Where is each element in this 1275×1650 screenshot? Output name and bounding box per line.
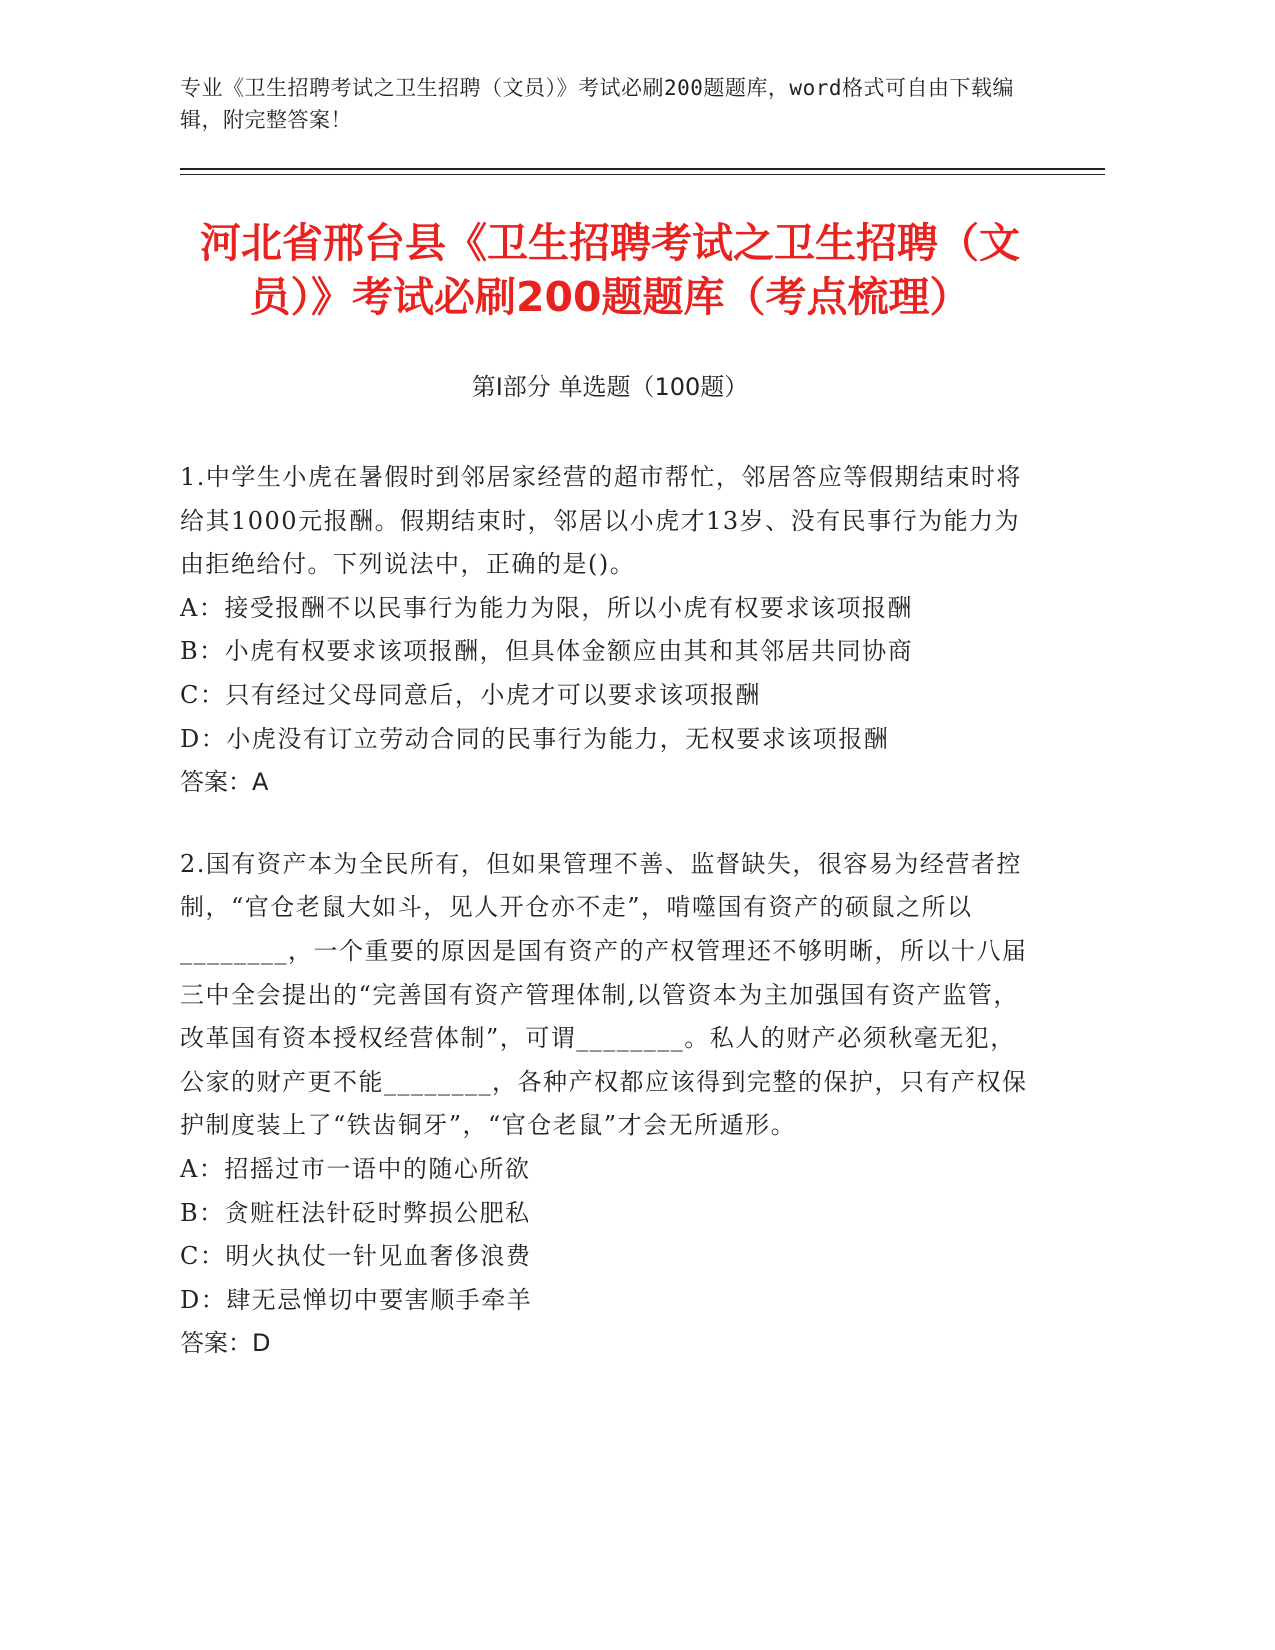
option-b: B：贪赃枉法针砭时弊损公肥私 <box>180 1198 531 1227</box>
option-a: A：招摇过市一语中的随心所欲 <box>180 1154 531 1183</box>
question-list <box>180 456 1040 1404</box>
answer-line: 答案：D <box>180 1329 271 1358</box>
header-note: 专业《卫生招聘考试之卫生招聘（文员）》考试必刷200题题库，word格式可自由下载编辑，附完整答案！ <box>180 76 1014 132</box>
option-c: C：只有经过父母同意后，小虎才可以要求该项报酬 <box>180 680 761 709</box>
option-d: D：肆无忌惮切中要害顺手牵羊 <box>180 1285 533 1314</box>
question-2 <box>180 843 1040 1366</box>
section-title: 第Ⅰ部分 单选题（100题） <box>471 373 749 401</box>
option-c: C：明火执仗一针见血奢侈浪费 <box>180 1242 532 1271</box>
question-stem: 1.中学生小虎在暑假时到邻居家经营的超市帮忙，邻居答应等假期结束时将给其1000元报酬。假期结束时，邻居以小虎才13岁、没有民事行为能力为由拒绝给付。下列说法中，正确的是()。 <box>180 463 1022 579</box>
question-stem: 2.国有资产本为全民所有，但如果管理不善、监督缺失，很容易为经营者控制，“官仓老鼠大如斗，见人开仓亦不走”，啃噬国有资产的硕鼠之所以________，一个重要的原因是国有资产的产权管理还不够明晰，所以十八届三中全会提出的“完善国有资产管理体制,以管资本为主加强国有资产监管，改革国有资本授权经营体制”，可谓________。私人的财产必须秋毫无犯，公家的财产更不能________，各种产权都应该得到完整的保护，只有产权保护制度装上了“铁齿铜牙”，“官仓老鼠”才会无所遁形。 <box>180 849 1028 1140</box>
option-d: D：小虎没有订立劳动合同的民事行为能力，无权要求该项报酬 <box>180 724 890 753</box>
document-title: 河北省邢台县《卫生招聘考试之卫生招聘（文员）》考试必刷200题题库（考点梳理） <box>200 219 1020 321</box>
header-divider-thick <box>180 168 1105 170</box>
option-a: A：接受报酬不以民事行为能力为限，所以小虎有权要求该项报酬 <box>180 593 913 622</box>
option-b: B：小虎有权要求该项报酬，但具体金额应由其和其邻居共同协商 <box>180 637 914 666</box>
header-divider-thin <box>180 174 1105 175</box>
answer-line: 答案：A <box>180 768 269 797</box>
question-1 <box>180 456 1040 805</box>
